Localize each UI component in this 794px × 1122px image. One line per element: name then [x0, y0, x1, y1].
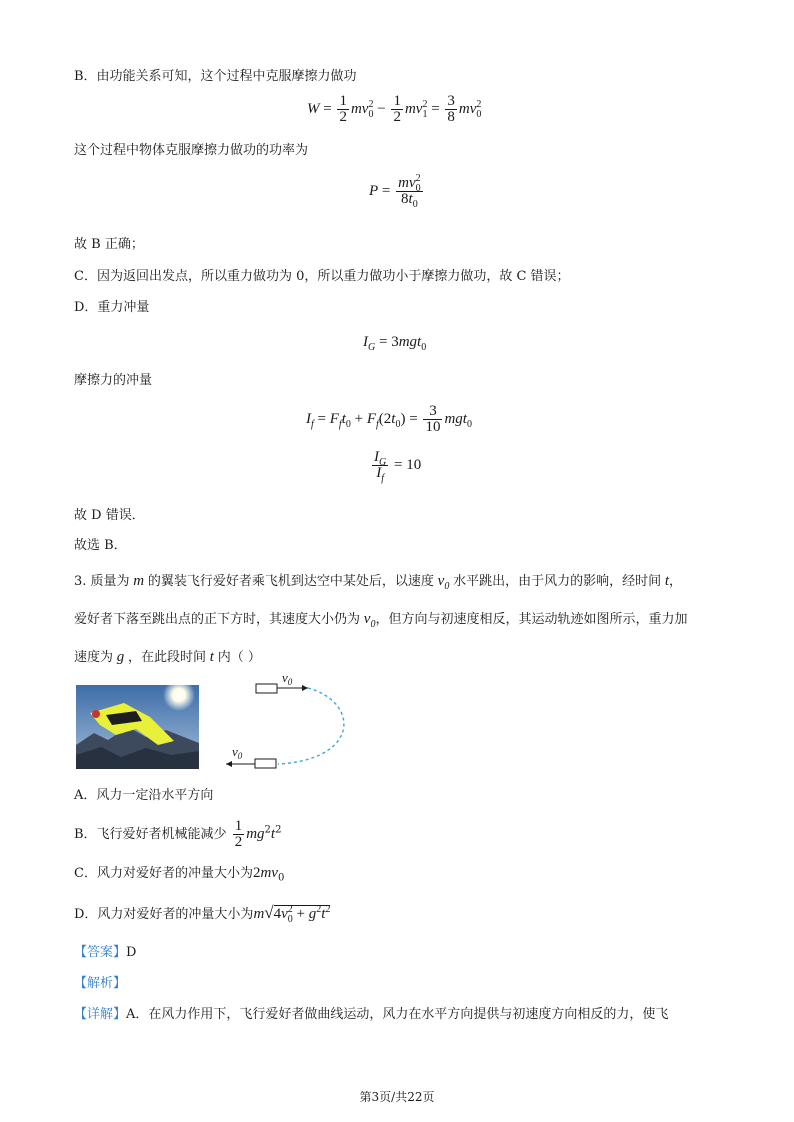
page-footer: 第3页/共22页	[359, 1090, 435, 1104]
answer-value: D	[126, 945, 137, 960]
answer-label: 【答案】	[74, 945, 127, 960]
option-b: B．飞行爱好者机械能减少 $\frac{1}{2}$ $mg^2t^2$	[74, 818, 282, 850]
gravity-impulse-equation: $I_G = 3mgt_0$	[363, 334, 427, 353]
end-block	[255, 759, 276, 768]
b-power-intro-text: 这个过程中物体克服摩擦力做功的功率为	[74, 143, 309, 158]
c-line-text: C．因为返回出发点，所以重力做功为 0，所以重力做功小于摩擦力做功，故 C 错误；	[74, 269, 570, 284]
d-friction-text: 摩擦力的冲量	[74, 373, 153, 388]
q3-line-1: 3. 质量为 m 的翼装飞行爱好者乘飞机到达空中某处后，以速度 $v_0$ 水平跳出，由于风力的影响，经时间 t，	[74, 573, 683, 592]
top-velocity-label: $v_0$	[282, 672, 293, 687]
trajectory-diagram	[220, 672, 360, 774]
wingsuit-photo	[76, 685, 199, 769]
b-correct-text: 故 B 正确；	[74, 237, 144, 252]
answer-line	[74, 944, 136, 962]
option-c: C．风力对爱好者的冲量大小为$2mv_0$	[74, 865, 285, 884]
q3-line-3: 速度为 g ，在此段时间 t 内（ ）	[74, 649, 261, 665]
impulse-ratio-equation: $\frac{I_G}{I_f}$ = 10	[374, 449, 422, 484]
time-symbol: t	[661, 573, 670, 589]
d-intro-text: D．重力冲量	[74, 300, 150, 315]
start-block	[256, 684, 277, 693]
bottom-velocity-label: $v_0$	[232, 744, 243, 761]
detail-line: 【详解】A．在风力作用下，飞行爱好者做曲线运动，风力在水平方向提供与初速度方向相反的力，使飞	[74, 1007, 669, 1022]
bottom-arrow-head	[226, 761, 232, 767]
work-equation: W = $\frac{1}{2}$ $mv_0^2$ − $\frac{1}{2}$ $mv_1^2$ = $\frac{3}{8}$ $mv_0^2$	[307, 93, 482, 125]
q3-line-2: 爱好者下落至跳出点的正下方时，其速度大小仍为 $v_0$，但方向与初速度相反，其运动轨迹如图所示，重力加	[74, 611, 688, 630]
choose-text: 故选 B．	[74, 538, 127, 553]
top-arrow-head	[302, 685, 308, 691]
option-d: D．风力对爱好者的冲量大小为$m√4v_0^2 + g^2t^2$	[74, 903, 331, 925]
b-intro-text: B．由功能关系可知，这个过程中克服摩擦力做功	[74, 69, 357, 84]
v0-symbol: $v_0$	[433, 573, 450, 592]
trajectory-curve	[278, 688, 344, 764]
mass-symbol: m	[129, 573, 148, 589]
analysis-label: 【解析】	[74, 976, 127, 991]
power-equation: P = $\frac{mv_0^2}{8t_0}$	[369, 173, 421, 210]
g-symbol: g	[113, 649, 129, 665]
detail-label: 【详解】	[74, 1007, 127, 1022]
friction-impulse-equation: $I_f = F_ft_0 + F_f(2t_0)$ = $\frac{3}{10}$ mgt$_0$	[306, 403, 472, 435]
option-a: A．风力一定沿水平方向	[74, 788, 214, 803]
d-wrong-text: 故 D 错误．	[74, 508, 145, 523]
